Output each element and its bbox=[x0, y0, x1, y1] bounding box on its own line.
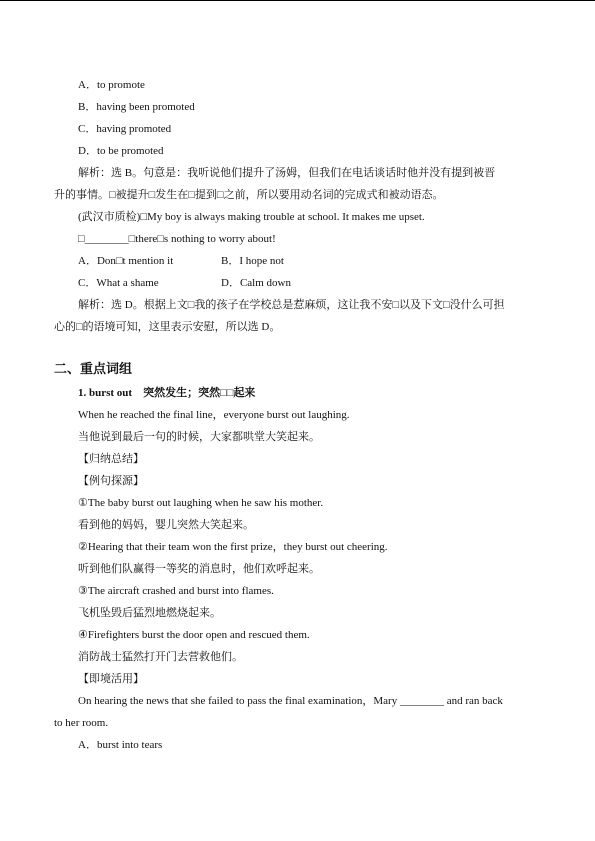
section-title: 二、重点词组 bbox=[54, 362, 133, 377]
example-2-en: ②Hearing that their team won the first prize，they burst out cheering. bbox=[78, 541, 388, 553]
option-d: D．to be promoted bbox=[78, 145, 164, 157]
phrase-heading: 1. burst out 突然发生；突然□□起来 bbox=[78, 387, 256, 399]
analysis-line-2: 升的事情。□被提升□发生在□提到□之前，所以要用动名词的完成式和被动语态。 bbox=[54, 189, 444, 201]
question-stem: (武汉市质检)□My boy is always making trouble at school. It makes me upset. bbox=[78, 211, 425, 223]
option-a: A．to promote bbox=[78, 79, 145, 91]
page-top-border bbox=[0, 0, 595, 1]
example-3-zh: 飞机坠毁后猛烈地燃烧起来。 bbox=[78, 607, 221, 619]
example-3-en: ③The aircraft crashed and burst into flames. bbox=[78, 585, 274, 597]
option-c: C．having promoted bbox=[78, 123, 172, 135]
question-option-c: C．What a shame bbox=[78, 277, 159, 289]
practice-line-2: to her room. bbox=[54, 717, 109, 729]
analysis-line-1: 解析：选 B。句意是：我听说他们提升了汤姆，但我们在电话谈话时他并没有提到被晋 bbox=[78, 167, 496, 179]
question-option-b: B．I hope not bbox=[221, 255, 284, 267]
phrase-example-en: When he reached the final line，everyone burst out laughing. bbox=[78, 409, 350, 421]
example-1-en: ①The baby burst out laughing when he saw his mother. bbox=[78, 497, 324, 509]
examples-label: 【例句探源】 bbox=[78, 475, 144, 487]
example-1-zh: 看到他的妈妈，婴儿突然大笑起来。 bbox=[78, 519, 254, 531]
option-b: B．having been promoted bbox=[78, 101, 195, 113]
example-4-zh: 消防战士猛然打开门去营救他们。 bbox=[78, 651, 243, 663]
question-blank-line: □________□there□s nothing to worry about! bbox=[78, 233, 276, 245]
practice-line-1: On hearing the news that she failed to pass the final examination，Mary ________ and ran back bbox=[78, 695, 503, 707]
example-4-en: ④Firefighters burst the door open and rescued them. bbox=[78, 629, 310, 641]
question-option-a: A．Don□t mention it bbox=[78, 255, 174, 267]
summary-label: 【归纳总结】 bbox=[78, 453, 144, 465]
practice-option-a: A．burst into tears bbox=[78, 739, 163, 751]
practice-label: 【即境活用】 bbox=[78, 673, 144, 685]
question-option-d: D．Calm down bbox=[221, 277, 291, 289]
analysis-line-3: 解析：选 D。根据上文□我的孩子在学校总是惹麻烦，这让我不安□以及下文□没什么可担 bbox=[78, 299, 505, 311]
example-2-zh: 听到他们队赢得一等奖的消息时，他们欢呼起来。 bbox=[78, 563, 320, 575]
analysis-line-4: 心的□的语境可知，这里表示安慰，所以选 D。 bbox=[54, 321, 281, 333]
phrase-example-zh: 当他说到最后一句的时候，大家都哄堂大笑起来。 bbox=[78, 431, 320, 443]
